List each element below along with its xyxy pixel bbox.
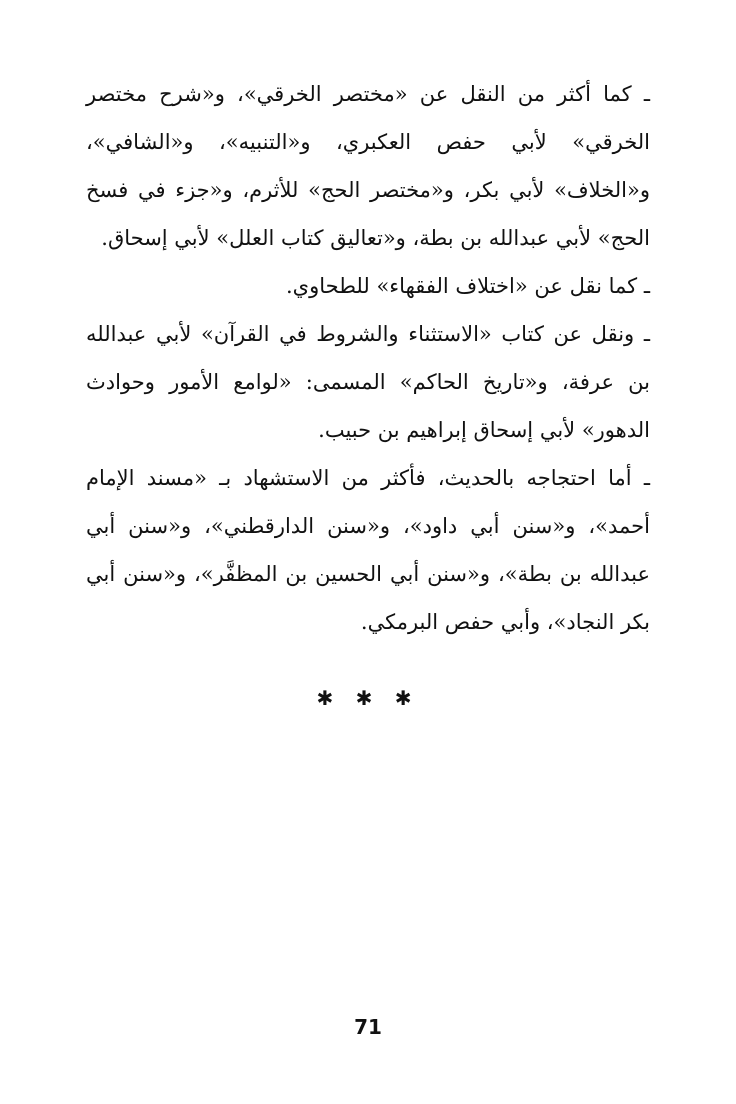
section-divider-asterisks: ✱ ✱ ✱: [316, 686, 420, 710]
paragraph-sources-kharqi: [86, 70, 650, 262]
paragraph-hadith-sources: [86, 454, 650, 646]
page-number: 71: [354, 1015, 382, 1039]
paragraph-text: ـ كما نقل عن «اختلاف الفقهاء» للطحاوي.: [286, 274, 650, 298]
paragraph-text: ـ كما أكثر من النقل عن «مختصر الخرقي»، و«شرح مختصر الخرقي» لأبي حفص العكبري، و«التنبيه»، و«الشافي»، و«الخلاف» لأبي بكر، و«مختصر الحج» للأثرم، و«جزء في فسخ الحج» لأبي عبدالله بن بطة، و«تعاليق كتاب العلل» لأبي إسحاق.: [86, 82, 650, 250]
paragraph-text: ـ أما احتجاجه بالحديث، فأكثر من الاستشهاد بـ «مسند الإمام أحمد»، و«سنن أبي داود»، و«سنن الدارقطني»، و«سنن أبي عبدالله بن بطة»، و«سنن أبي الحسين بن المظفَّر»، و«سنن أبي بكر النجاد»، وأبي حفص البرمكي.: [86, 466, 650, 634]
paragraph-sources-ibn-arafa: [86, 310, 650, 454]
paragraph-sources-tahawi: [86, 262, 650, 310]
paragraph-text: ـ ونقل عن كتاب «الاستثناء والشروط في القرآن» لأبي عبدالله بن عرفة، و«تاريخ الحاكم» المسمى: «لوامع الأمور وحوادث الدهور» لأبي إسحاق إبراهيم بن حبيب.: [86, 322, 650, 442]
